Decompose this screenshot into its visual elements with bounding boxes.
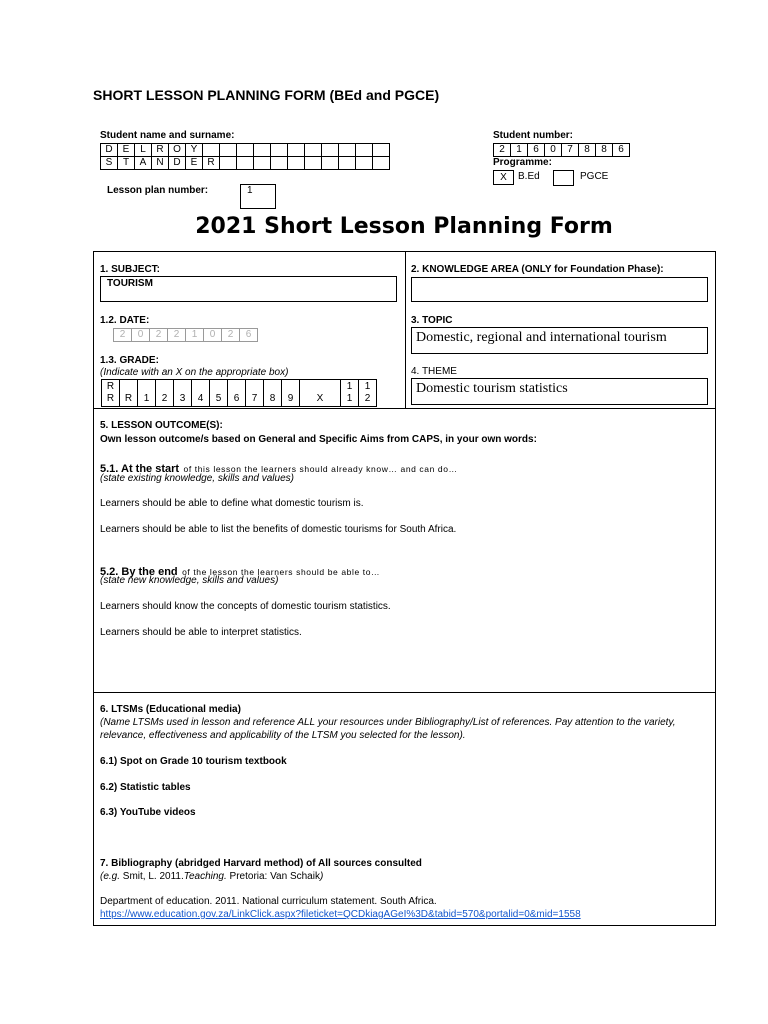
- name-cell: [305, 144, 322, 157]
- programme-label: Programme:: [493, 157, 552, 168]
- number-cell: 6: [613, 144, 630, 157]
- subject-field[interactable]: TOURISM: [100, 276, 397, 302]
- lesson-plan-label: Lesson plan number:: [107, 185, 209, 196]
- name-cell: [237, 157, 254, 170]
- name-cell: [305, 157, 322, 170]
- name-cell: O: [169, 144, 186, 157]
- bibliography-example-suffix: ): [319, 871, 324, 882]
- outcomes-subtitle: Own lesson outcome/s based on General and Specific Aims from CAPS, in your own words:: [100, 434, 537, 445]
- bibliography-example-author: Smit, L. 2011.: [120, 871, 184, 882]
- bibliography-title: 7. Bibliography (abridged Harvard method) of All sources consulted: [100, 858, 422, 869]
- bibliography-example-work: Teaching.: [183, 871, 227, 882]
- date-cell: 0: [132, 329, 150, 342]
- name-cell: [373, 157, 390, 170]
- number-cell: 6: [528, 144, 545, 157]
- grade-label: 1.3. GRADE:: [100, 355, 159, 366]
- name-cell: D: [101, 144, 118, 157]
- grade-cell-1[interactable]: 1: [138, 380, 156, 407]
- lesson-plan-number-field[interactable]: 1: [240, 184, 276, 209]
- outcome-end-heading-bold: 5.2. By the end: [100, 566, 178, 578]
- date-cell: 2: [222, 329, 240, 342]
- number-cell: 7: [562, 144, 579, 157]
- subject-label: 1. SUBJECT:: [100, 264, 161, 275]
- outcome-end-heading-rest: of the lesson the learners should be able to…: [182, 567, 381, 577]
- date-cell: 0: [204, 329, 222, 342]
- grade-cell-11[interactable]: 1 1: [341, 380, 359, 407]
- topic-field[interactable]: Domestic, regional and international tourism: [411, 327, 708, 354]
- ltsm-item: 6.2) Statistic tables: [100, 782, 191, 793]
- name-cell: A: [135, 157, 152, 170]
- ltsm-title: 6. LTSMs (Educational media): [100, 704, 241, 715]
- topic-label: 3. TOPIC: [411, 315, 453, 326]
- grade-cell-12[interactable]: 1 2: [359, 380, 377, 407]
- section-divider-2: [93, 692, 716, 693]
- name-cell: R: [152, 144, 169, 157]
- grade-cell-8[interactable]: 8: [264, 380, 282, 407]
- name-cell: [356, 157, 373, 170]
- date-label: 1.2. DATE:: [100, 315, 150, 326]
- grade-instruction-text: (Indicate with an X on the appropriate box): [100, 367, 289, 378]
- name-cell: [373, 144, 390, 157]
- outcomes-title: 5. LESSON OUTCOME(S):: [100, 420, 223, 431]
- number-cell: 0: [545, 144, 562, 157]
- form-title: 2021 Short Lesson Planning Form: [195, 214, 613, 239]
- theme-field[interactable]: Domestic tourism statistics: [411, 378, 708, 405]
- grade-cell-5[interactable]: 5: [210, 380, 228, 407]
- date-cell: 2: [114, 329, 132, 342]
- name-cell: [322, 157, 339, 170]
- name-cell: [237, 144, 254, 157]
- grade-grid: [101, 379, 377, 407]
- name-cell: [339, 144, 356, 157]
- number-cell: 1: [511, 144, 528, 157]
- bibliography-entry: Department of education. 2011. National curriculum statement. South Africa.: [100, 896, 437, 907]
- section-divider-1: [93, 408, 716, 409]
- student-number-grid: [493, 143, 630, 157]
- number-cell: 8: [579, 144, 596, 157]
- name-cell: E: [186, 157, 203, 170]
- name-cell: S: [101, 157, 118, 170]
- outcome-start-note: (state existing knowledge, skills and values): [100, 473, 294, 484]
- outcome-start-heading-rest: of this lesson the learners should already know… and can do…: [183, 464, 458, 474]
- student-name-row-2: [101, 157, 390, 170]
- ltsm-item: 6.1) Spot on Grade 10 tourism textbook: [100, 756, 287, 767]
- ltsm-item: 6.3) YouTube videos: [100, 807, 196, 818]
- name-cell: R: [203, 157, 220, 170]
- outcome-end-item: Learners should be able to interpret statistics.: [100, 627, 302, 638]
- student-name-row-1: [101, 144, 390, 157]
- ltsm-note-line-2: relevance, effectiveness and applicability of the LTSM you selected for the lesson).: [100, 730, 466, 741]
- name-cell: [322, 144, 339, 157]
- bibliography-example: [100, 871, 323, 882]
- number-cell: 8: [596, 144, 613, 157]
- name-cell: [254, 144, 271, 157]
- name-cell: N: [152, 157, 169, 170]
- grade-cell-9[interactable]: 9: [282, 380, 300, 407]
- programme-pgce-checkbox[interactable]: [553, 170, 574, 186]
- outcome-end-item: Learners should know the concepts of domestic tourism statistics.: [100, 601, 391, 612]
- name-cell: [356, 144, 373, 157]
- date-cell: 2: [150, 329, 168, 342]
- column-divider: [405, 251, 406, 408]
- grade-cell-r[interactable]: R R: [102, 380, 120, 407]
- date-grid: [113, 328, 258, 342]
- outcome-start-item: Learners should be able to define what domestic tourism is.: [100, 498, 364, 509]
- student-name-label: Student name and surname:: [100, 130, 235, 141]
- grade-cell-2[interactable]: 2: [156, 380, 174, 407]
- programme-bed-checkbox[interactable]: X: [493, 170, 514, 185]
- bibliography-example-prefix: (e.g.: [100, 871, 121, 882]
- name-cell: Y: [186, 144, 203, 157]
- name-cell: [220, 144, 237, 157]
- name-cell: E: [118, 144, 135, 157]
- grade-cell-r2[interactable]: R: [120, 380, 138, 407]
- grade-cell-3[interactable]: 3: [174, 380, 192, 407]
- grade-instruction: [100, 367, 288, 378]
- number-cell: 2: [494, 144, 511, 157]
- grade-cell-7[interactable]: 7: [246, 380, 264, 407]
- name-cell: L: [135, 144, 152, 157]
- programme-bed-label: B.Ed: [518, 171, 540, 182]
- name-cell: [339, 157, 356, 170]
- page-title: SHORT LESSON PLANNING FORM (BEd and PGCE): [93, 87, 440, 103]
- student-number-label: Student number:: [493, 130, 573, 141]
- grade-cell-4[interactable]: 4: [192, 380, 210, 407]
- programme-pgce-label: PGCE: [580, 171, 609, 182]
- name-cell: T: [118, 157, 135, 170]
- theme-label: 4. THEME: [411, 366, 457, 377]
- bibliography-link[interactable]: https://www.education.gov.za/LinkClick.aspx?fileticket=QCDkiagAGeI%3D&tabid=570&portalid=0&mid=1558: [100, 909, 581, 920]
- date-cell: 6: [240, 329, 258, 342]
- grade-cell-6[interactable]: 6: [228, 380, 246, 407]
- student-name-grid: [100, 143, 390, 170]
- bibliography-example-publisher: Pretoria: Van Schaik: [226, 871, 320, 882]
- date-cell: 1: [186, 329, 204, 342]
- date-cell: 2: [168, 329, 186, 342]
- knowledge-area-field[interactable]: [411, 277, 708, 302]
- name-cell: [271, 144, 288, 157]
- grade-cell-10[interactable]: X: [300, 380, 341, 407]
- name-cell: [220, 157, 237, 170]
- knowledge-area-label: 2. KNOWLEDGE AREA (ONLY for Foundation Phase):: [411, 264, 664, 275]
- name-cell: [288, 157, 305, 170]
- outcome-start-heading-bold: 5.1. At the start: [100, 463, 180, 475]
- outcome-end-note: (state new knowledge, skills and values): [100, 575, 279, 586]
- name-cell: [254, 157, 271, 170]
- ltsm-note-line-1: (Name LTSMs used in lesson and reference ALL your resources under Bibliography/List of references. Pay attention to the variety,: [100, 717, 676, 728]
- name-cell: [203, 144, 220, 157]
- name-cell: [288, 144, 305, 157]
- name-cell: [271, 157, 288, 170]
- outcome-start-item: Learners should be able to list the benefits of domestic tourisms for South Africa.: [100, 524, 457, 535]
- name-cell: D: [169, 157, 186, 170]
